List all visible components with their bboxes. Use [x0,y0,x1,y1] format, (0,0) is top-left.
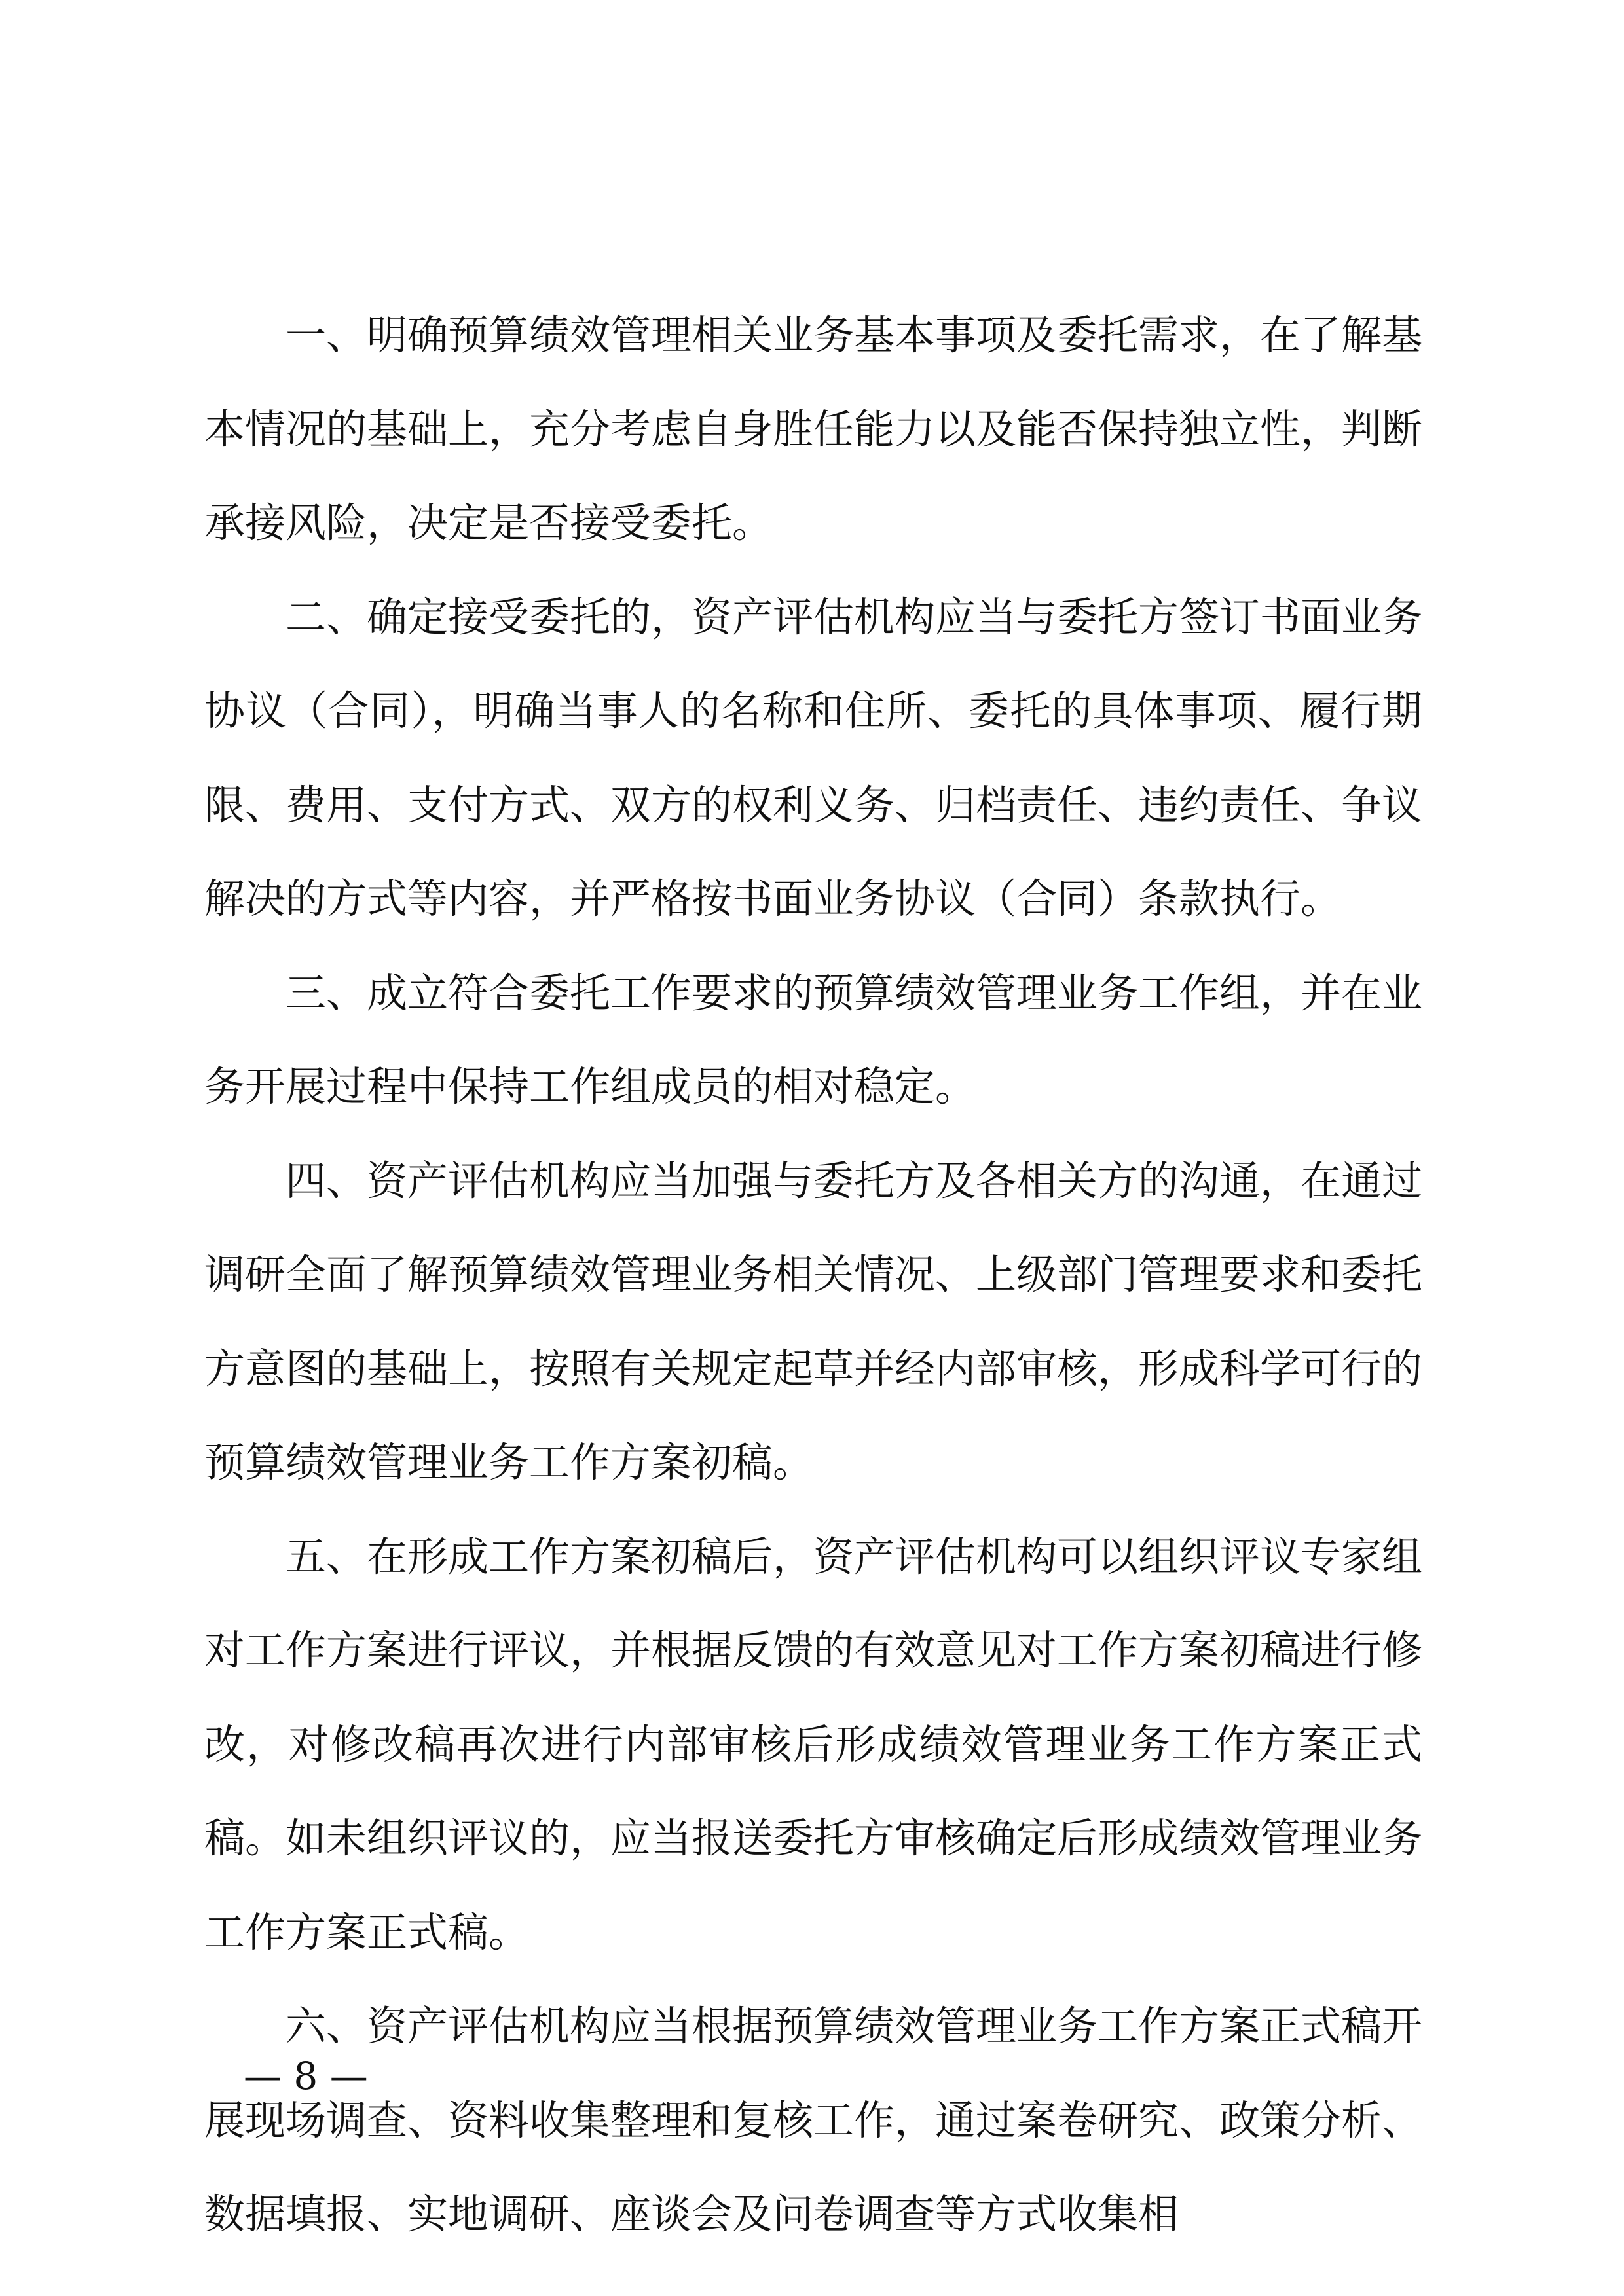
paragraph-2: 二、确定接受委托的，资产评估机构应当与委托方签订书面业务协议（合同），明确当事人的名称和住所、委托的具体事项、履行期限、费用、支付方式、双方的权利义务、归档责任、违约责任、争议解决的方式等内容，并严格按书面业务协议（合同）条款执行。 [204,592,1423,922]
paragraph-5: 五、在形成工作方案初稿后，资产评估机构可以组织评议专家组对工作方案进行评议，并根据反馈的有效意见对工作方案初稿进行修改，对修改稿再次进行内部审核后形成绩效管理业务工作方案正式稿。如未组织评议的，应当报送委托方审核确定后形成绩效管理业务工作方案正式稿。 [204,1532,1423,1956]
body-text [204,288,1422,2261]
paragraph-6: 六、资产评估机构应当根据预算绩效管理业务工作方案正式稿开展现场调查、资料收集整理和复核工作，通过案卷研究、政策分析、数据填报、实地调研、座谈会及问卷调查等方式收集相 [204,2002,1423,2238]
paragraph-4: 四、资产评估机构应当加强与委托方及各相关方的沟通，在通过调研全面了解预算绩效管理业务相关情况、上级部门管理要求和委托方意图的基础上，按照有关规定起草并经内部审核，形成科学可行的预算绩效管理业务工作方案初稿。 [204,1156,1423,1486]
paragraph-3: 三、成立符合委托工作要求的预算绩效管理业务工作组，并在业务开展过程中保持工作组成员的相对稳定。 [204,968,1423,1110]
paragraph-1: 一、明确预算绩效管理相关业务基本事项及委托需求，在了解基本情况的基础上，充分考虑自身胜任能力以及能否保持独立性，判断承接风险，决定是否接受委托。 [204,311,1423,547]
page-number: — 8 — [244,2054,368,2098]
